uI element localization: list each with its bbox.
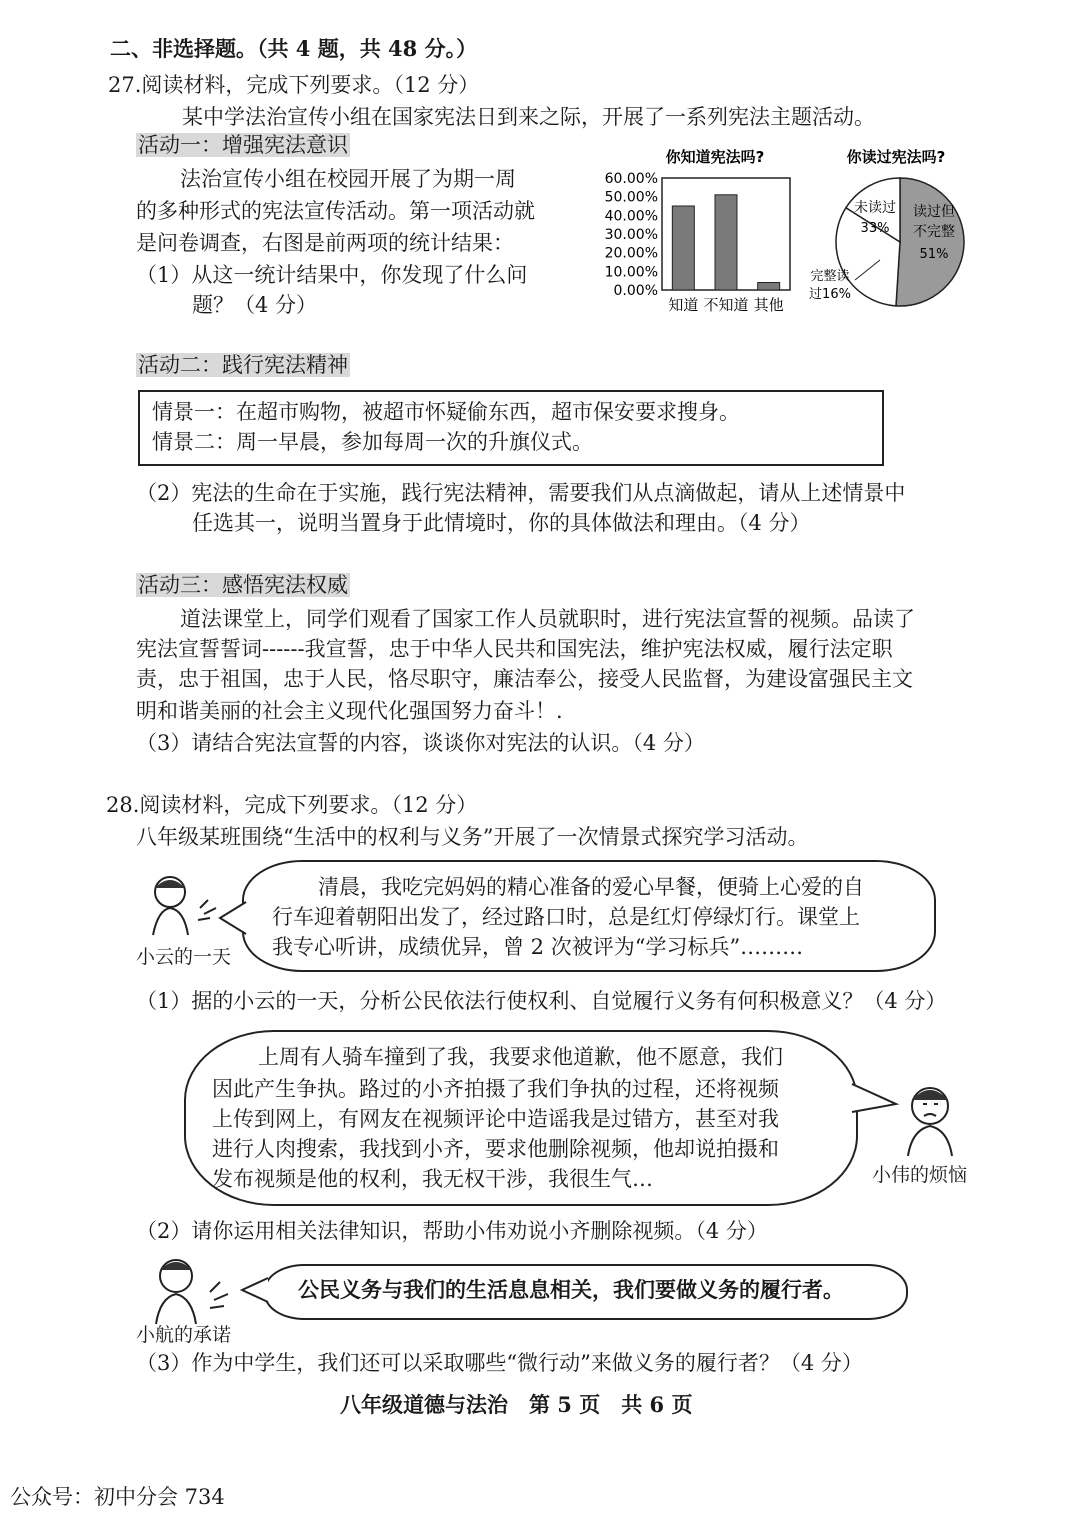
activity-2-title: 活动二：践行宪法精神 [138,353,348,377]
xiaoyun-line-3: 我专心听讲，成绩优异，曾 2 次被评为“学习标兵”……… [272,935,804,959]
bar-chart-y-tick: 40.00% [604,208,658,225]
xiaowei-caption: 小伟的烦恼 [872,1164,968,1186]
pie-label-slice-3-line-2: 过16% [809,287,851,302]
bar-chart-y-tick: 10.00% [604,264,658,281]
bar-不知道 [715,195,737,290]
activity-3-line-2: 宪法宣誓誓词------我宣誓，忠于中华人民共和国宪法，维护宪法权威，履行法定职 [136,637,893,661]
bar-chart-y-tick: 60.00% [604,171,658,187]
bar-chart-y-tick: 20.00% [604,245,658,262]
question-27-1-line-2: 题？（4 分） [192,293,318,317]
pie-chart-slices [836,178,964,306]
pie-label-slice-2-value: 33% [860,221,890,236]
xiaohang-bubble-tail [240,1276,270,1306]
watermark: 公众号：初中分会 734 [10,1485,225,1509]
bar-chart-title: 你知道宪法吗? [665,148,765,166]
xiaohang-line: 公民义务与我们的生活息息相关，我们要做义务的履行者。 [298,1277,844,1302]
activity-3-title: 活动三：感悟宪法权威 [138,573,348,597]
bar-chart-bars [672,195,779,290]
question-27-title: 27.阅读材料，完成下列要求。（12 分） [108,73,480,97]
bar-chart [580,138,810,313]
bar-chart-x-labels [668,296,783,313]
question-28-title: 28.阅读材料，完成下列要求。（12 分） [106,793,478,817]
xiaowei-illustration [890,1080,970,1158]
activity-3-line-3: 责，忠于祖国，忠于人民，恪尽职守，廉洁奉公，接受人民监督，为建设富强民主文 [136,667,913,691]
pie-label-slice-1-line-1: 读过但 [913,204,955,220]
xiaoyun-caption: 小云的一天 [136,946,232,968]
xiaowei-line-5: 发布视频是他的权利，我无权干涉，我很生气… [212,1167,653,1191]
activity-1-line-3: 是问卷调查，右图是前两项的统计结果： [136,231,514,255]
pie-label-slice-1-value: 51% [919,247,949,262]
question-27-3: （3）请结合宪法宣誓的内容，谈谈你对宪法的认识。（4 分） [136,731,705,755]
xiaoyun-line-2: 行车迎着朝阳出发了，经过路口时，总是红灯停绿灯行。课堂上 [272,905,860,929]
xiaoyun-line-1: 清晨，我吃完妈妈的精心准备的爱心早餐，便骑上心爱的自 [318,875,864,899]
activity-3-line-4: 明和谐美丽的社会主义现代化强国努力奋斗！. [136,699,563,723]
section-title: 二、非选择题。（共 4 题，共 48 分。） [110,36,478,61]
xiaowei-line-1: 上周有人骑车撞到了我，我要求他道歉，他不愿意，我们 [258,1045,783,1069]
xiaowei-line-4: 进行人肉搜索，我找到小齐，要求他删除视频，他却说拍摄和 [212,1137,779,1161]
question-28-3: （3）作为中学生，我们还可以采取哪些“微行动”来做义务的履行者？（4 分） [136,1351,863,1375]
page-footer: 八年级道德与法治 第 5 页 共 6 页 [340,1392,693,1417]
xiaohang-caption: 小航的承诺 [136,1324,232,1346]
question-28-intro: 八年级某班围绕“生活中的权利与义务”开展了一次情景式探究学习活动。 [136,825,809,849]
activity-1-line-1: 法治宣传小组在校园开展了为期一周 [180,167,516,191]
bar-其他 [758,283,780,290]
activity-3-line-1: 道法课堂上，同学们观看了国家工作人员就职时，进行宪法宣誓的视频。品读了 [180,607,915,631]
scene-1: 情景一：在超市购物，被超市怀疑偷东西，超市保安要求搜身。 [152,400,740,424]
bar-chart-x-label: 知道 [668,296,699,313]
bar-chart-y-tick: 50.00% [604,189,658,206]
xiaowei-line-3: 上传到网上，有网友在视频评论中造谣我是过错方，甚至对我 [212,1107,779,1131]
bar-chart-x-label: 其他 [753,296,784,313]
xiaowei-line-2: 因此产生争执。路过的小齐拍摄了我们争执的过程，还将视频 [212,1077,779,1101]
pie-slice-1 [896,178,964,306]
bar-chart-y-tick: 0.00% [613,283,658,299]
question-27-2-line-1: （2）宪法的生命在于实施，践行宪法精神，需要我们从点滴做起，请从上述情景中 [136,481,906,505]
bar-知道 [672,206,694,290]
bar-chart-y-tick: 30.00% [604,227,658,243]
activity-1-line-2: 的多种形式的宪法宣传活动。第一项活动就 [136,199,535,223]
bar-chart-x-label: 不知道 [703,296,749,313]
pie-label-slice-2-line-1: 未读过 [854,200,896,216]
question-27-1-line-1: （1）从这一统计结果中，你发现了什么问 [136,263,528,287]
question-28-2: （2）请你运用相关法律知识，帮助小伟劝说小齐删除视频。（4 分） [136,1219,768,1243]
activity-1-title: 活动一：增强宪法意识 [138,133,348,157]
xiaohang-illustration [138,1254,238,1326]
question-28-1: （1）据的小云的一天，分析公民依法行使权利、自觉履行义务有何积极意义？（4 分） [136,989,947,1013]
pie-chart-title: 你读过宪法吗? [846,148,946,166]
pie-chart [800,140,980,315]
pie-label-slice-3-line-1: 完整读 [810,269,850,284]
bar-chart-y-ticks [605,171,658,299]
scene-2: 情景二：周一早晨，参加每周一次的升旗仪式。 [152,430,593,454]
question-27-2-line-2: 任选其一，说明当置身于此情境时，你的具体做法和理由。（4 分） [192,511,811,535]
question-27-intro: 某中学法治宣传小组在国家宪法日到来之际，开展了一系列宪法主题活动。 [182,105,875,129]
xiaoyun-bubble-tail [218,900,248,940]
pie-label-slice-1-line-2: 不完整 [913,224,955,240]
xiaoyun-illustration [138,870,228,950]
